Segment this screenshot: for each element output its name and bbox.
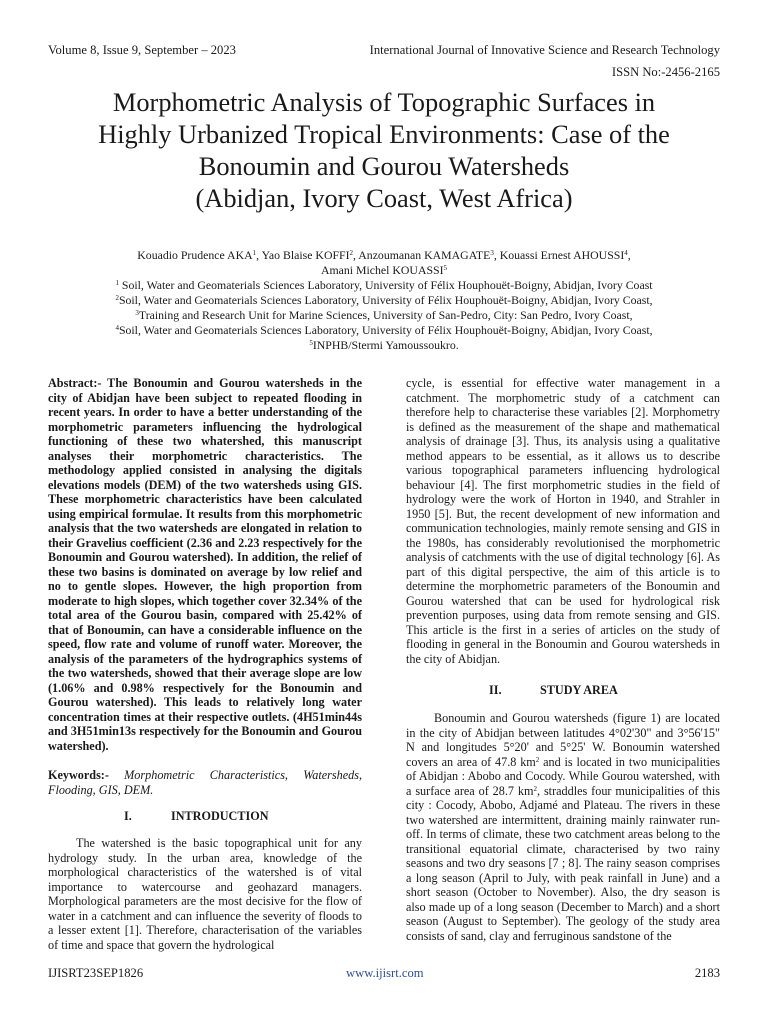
- paragraph: The watershed is the basic topographical unit for any hydrology study. In the urban area, knowledge of the morphological characteristics of the watershed is of vital importance to watercourse and geohazard managers. Morphological parameters are the most decisive for the flow of water in a catchment and can influence the severity of floods to a lesser extent [1]. Therefore, characterisation of the variables of time and space that govern the hydrological: [48, 836, 362, 952]
- paper-id: IJISRT23SEP1826: [48, 966, 144, 980]
- introduction-continued: [406, 376, 720, 666]
- keywords: [48, 768, 362, 797]
- abstract: [48, 376, 362, 753]
- author-list: Kouadio Prudence AKA$^1$, Yao Blaise KOFFI$^2$, Anzoumanan KAMAGATE$^3$, Kouassi Ernest AHOUSSI$^4$,: [137, 248, 631, 262]
- study-area-text: [406, 711, 720, 943]
- journal-website-link[interactable]: www.ijisrt.com: [346, 966, 424, 980]
- affiliation: $^2$Soil, Water and Geomaterials Sciences Laboratory, University of Félix Houphouët-Boigny, Abidjan, Ivory Coast,: [115, 293, 653, 307]
- paragraph: Bonoumin and Gourou watersheds (figure 1) are located in the city of Abidjan between latitudes 4°02'30" and 3°56'15" N and longitudes 5°20' and 5°25' W. Bonoumin watershed covers an area of 47.8 $km^2$ and is located in two municipalities of Abidjan : Abobo and Cocody. While Gourou watershed, with a surface area of 28.7 $km^2$, straddles four municipalities of this city : Cocody, Abobo, Adjamé and Plateau. The rivers in these two watershed are intermittent, draining mainly rainwater run-off. In terms of climate, these two catchment areas belong to the transitional equatorial climate, characterised by two rainy seasons and two dry seasons [7 ; 8]. The rainy season comprises a long season (April to July, with peak rainfall in June) and a short season (October to November). Also, the dry season is also made up of a long season (December to March) and a short season (August to September). The geology of the study area consists of sand, clay and ferruginous sandstone of the: [406, 711, 721, 943]
- section-heading: STUDY AREA: [540, 683, 618, 697]
- affiliation: $^1$ Soil, Water and Geomaterials Sciences Laboratory, University of Félix Houphouët-Boigny, Abidjan, Ivory Coast: [115, 278, 653, 292]
- keywords-label: Keywords:-: [48, 768, 109, 782]
- affiliation: $^5$INPHB/Stermi Yamoussoukro.: [309, 338, 459, 352]
- issn: ISSN No:-2456-2165: [611, 65, 720, 79]
- section-heading: INTRODUCTION: [171, 809, 269, 823]
- keywords-text: Morphometric Characteristics, Watersheds, Flooding, GIS, DEM.: [48, 768, 362, 797]
- author-block: [40, 248, 728, 353]
- journal-name: International Journal of Innovative Science and Research Technology: [369, 43, 720, 57]
- title-line: Highly Urbanized Tropical Environments: Case of the: [98, 119, 670, 149]
- paragraph: cycle, is essential for effective water management in a catchment. The morphometric study of a catchment can therefore help to characterise these variables [2]. Morphometry is defined as the measurement of the shape and mathematical analysis of drainage [3]. Thus, its analysis using a qualitative method appears to be essential, as it allows us to describe various topographical parameters influencing hydrological behaviour [4]. The first morphometric studies in the field of hydrology were the work of Horton in 1940, and Strahler in 1950 [5]. But, the recent development of new information and communication technologies, mainly remote sensing and GIS in the 1980s, has considerably revolutionised the morphometric analysis of catchments with the use of digital technology [6]. As part of this digital perspective, the aim of this article is to determine the morphometric parameters of the Bonoumin and Gourou watershed that can be used for hydrological risk prevention purposes, using data from remote sensing and GIS. This article is the first in a series of articles on the study of flooding in general in the Bonoumin and Gourou watersheds in the city of Abidjan.: [406, 376, 720, 666]
- section-number: II.: [489, 683, 502, 697]
- title-line: Bonoumin and Gourou Watersheds: [198, 151, 570, 181]
- paper-title: [0, 86, 768, 214]
- introduction-text: [48, 836, 362, 952]
- title-line: Morphometric Analysis of Topographic Surfaces in: [112, 87, 656, 117]
- author-list: Amani Michel KOUASSI$^5$: [320, 263, 448, 277]
- page-number: 2183: [694, 966, 720, 980]
- title-line: (Abidjan, Ivory Coast, West Africa): [195, 183, 573, 213]
- volume-issue: Volume 8, Issue 9, September – 2023: [48, 43, 236, 57]
- affiliation: $^3$Training and Research Unit for Marine Sciences, University of San-Pedro, City: San Pedro, Ivory Coast,: [135, 308, 633, 322]
- section-number: I.: [124, 809, 132, 823]
- affiliation: $^4$Soil, Water and Geomaterials Sciences Laboratory, University of Félix Houphouët-Boigny, Abidjan, Ivory Coast,: [115, 323, 653, 337]
- abstract-text: Abstract:- The Bonoumin and Gourou watersheds in the city of Abidjan have been subject to repeated flooding in recent years. In order to have a better understanding of the morphometric parameters influencing the hydrological functioning of these two whatershed, this manuscript analyses their morphometric characteristics. The methodology applied consisted in analysing the digitals elevations models (DEM) of the two watersheds using GIS. These morphometric characteristics have been calculated using empirical formulae. It results from this morphometric analysis that the two watersheds are elongated in relation to their Gravelius coefficient (2.36 and 2.23 respectively for the Bonoumin and Gourou watershed). In addition, the relief of these two basins is dominated on average by low relief and no to gentle slopes. However, the high proportion from moderate to high slopes, which together cover 32.34% of the total area of the Gourou basin, compared with 25.42% of that of Bonoumin, can have a considerable influence on the speed, flow rate and volume of runoff water. Moreover, the analysis of the parameters of the hydrographics systems of the two watersheds, showed that their average slope are low (1.06% and 0.98% respectively for the Bonoumin and Gourou watershed). This leads to relatively long water concentration times at their respective outlets. (4H51min44s and 3H51min13s respectively for the Bonoumin and Gourou watershed).: [48, 376, 362, 753]
